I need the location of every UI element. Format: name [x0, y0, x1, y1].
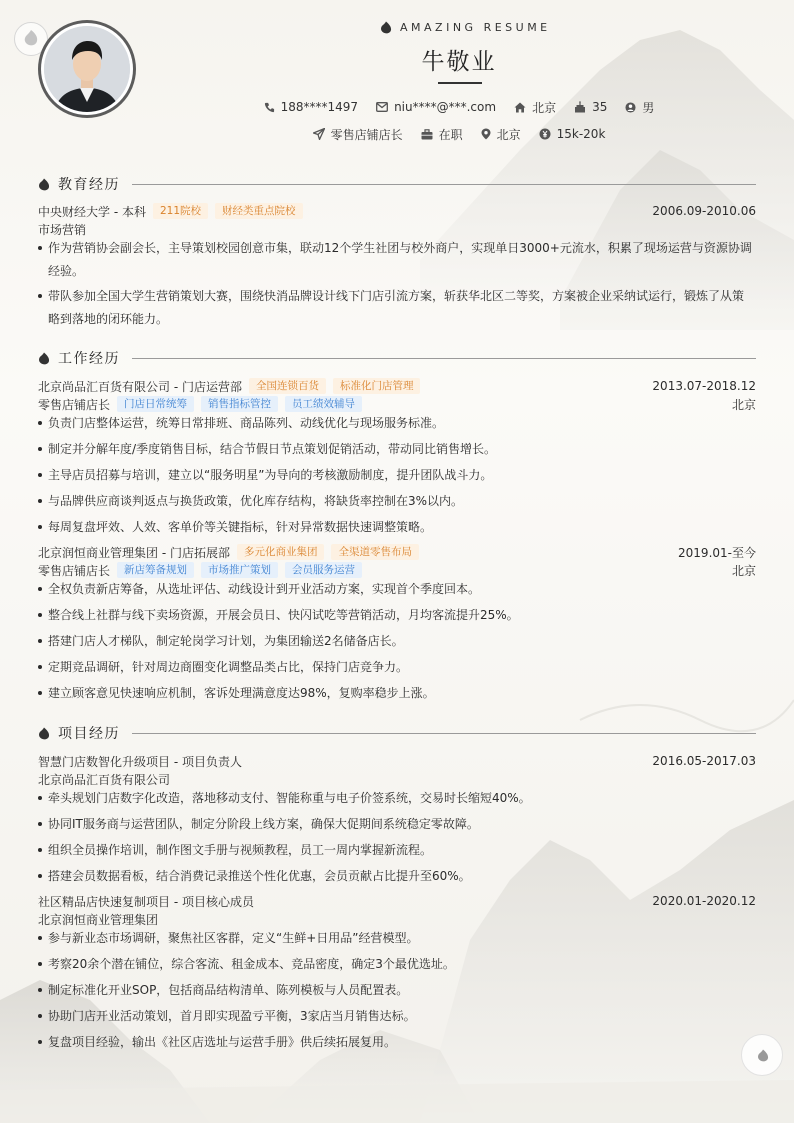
money-icon: [539, 128, 551, 140]
gender-item: 男: [625, 99, 654, 116]
education-section-header: [38, 174, 756, 194]
list-item: 搭建门店人才梯队，制定轮岗学习计划，为集团输送2名储备店长。: [38, 630, 756, 653]
school-tag: 211院校: [153, 203, 208, 219]
brand-header: [380, 19, 551, 35]
list-item: 复盘项目经验，输出《社区店选址与运营手册》供后续拓展复用。: [38, 1031, 756, 1054]
list-item: 考察20余个潜在铺位，综合客流、租金成本、竞品密度，确定3个最优选址。: [38, 953, 756, 976]
work-date: 2013.07-2018.12: [652, 379, 756, 393]
briefcase-icon: [421, 129, 433, 140]
school-tag: 财经类重点院校: [215, 203, 303, 219]
section-divider: [132, 184, 756, 185]
ink-drop-icon: [380, 21, 392, 34]
project-date: 2016.05-2017.03: [652, 754, 756, 768]
education-major-row: [38, 220, 756, 238]
section-divider: [132, 358, 756, 359]
list-item: 带队参加全国大学生营销策划大赛，围绕快消品牌设计线下门店引流方案，斩获华北区二等奖，方案被企业采纳试运行，锻炼了从策 略到落地的闭环能力。: [38, 285, 756, 331]
list-item: 搭建会员数据看板，结合消费记录推送个性化优惠，会员贡献占比提升至60%。: [38, 865, 756, 888]
salary-item: 15k-20k: [539, 127, 606, 141]
company-tag: 全渠道零售布局: [331, 544, 419, 560]
work-role-row: [38, 395, 756, 413]
role-tag: 新店筹备规划: [117, 562, 194, 578]
job-role: 零售店铺店长: [38, 563, 111, 578]
section-title: 项目经历: [58, 726, 120, 742]
list-item: 每周复盘坪效、人效、客单价等关键指标，针对异常数据快速调整策略。: [38, 516, 756, 539]
work-section-header: [38, 348, 756, 368]
email-icon: [376, 102, 388, 112]
role-tag: 销售指标管控: [201, 396, 278, 412]
list-item: 整合线上社群与线下卖场资源，开展会员日、快闪试吃等营销活动，月均客流提升25%。: [38, 604, 756, 627]
name-underline: [438, 82, 482, 84]
job-role: 零售店铺店长: [38, 397, 111, 412]
project-org-row: [38, 910, 756, 928]
project-org: 北京润恒商业管理集团: [38, 912, 159, 927]
role-tag: 市场推广策划: [201, 562, 278, 578]
contact-info-row: [0, 98, 794, 116]
candidate-name: 牛敬业: [421, 49, 497, 75]
status-item: 在职: [421, 126, 463, 143]
project-entry-header: [38, 752, 756, 770]
work-location: 北京: [731, 563, 756, 578]
section-divider: [132, 733, 756, 734]
work-date: 2019.01-至今: [678, 545, 756, 560]
section-title: 工作经历: [58, 351, 120, 367]
list-item: 协助门店开业活动策划，首月即实现盈亏平衡，3家店当月销售达标。: [38, 1005, 756, 1028]
list-item: 建立顾客意见快速响应机制，客诉处理满意度达98%，复购率稳步上涨。: [38, 682, 756, 705]
birthday-cake-icon: [574, 101, 586, 113]
education-date: 2006.09-2010.06: [652, 204, 756, 218]
ink-drop-icon: [38, 352, 50, 365]
project-entry-header: [38, 892, 756, 910]
email-item: niu****@***.com: [376, 100, 496, 114]
company-name: 北京润恒商业管理集团 - 门店拓展部: [38, 545, 230, 560]
user-icon: [625, 102, 636, 113]
role-tag: 会员服务运营: [285, 562, 362, 578]
brand-text: AMAZING RESUME: [400, 20, 551, 34]
list-item: 与品牌供应商谈判返点与换货政策，优化库存结构，将缺货率控制在3%以内。: [38, 490, 756, 513]
project-org: 北京尚品汇百货有限公司: [38, 772, 171, 787]
location-pin-icon: [481, 128, 491, 140]
role-tag: 员工绩效辅导: [285, 396, 362, 412]
list-item: 主导店员招募与培训，建立以“服务明星”为导向的考核激励制度，提升团队战斗力。: [38, 464, 756, 487]
job-intent-row: [0, 125, 794, 143]
section-title: 教育经历: [58, 177, 120, 193]
project-name: 智慧门店数智化升级项目 - 项目负责人: [38, 754, 242, 769]
list-item: 制定标准化开业SOP，包括商品结构清单、陈列模板与人员配置表。: [38, 979, 756, 1002]
company-name: 北京尚品汇百货有限公司 - 门店运营部: [38, 379, 242, 394]
target-city-item: 北京: [481, 126, 521, 143]
age-item: 35: [574, 100, 607, 114]
projects-section-header: [38, 723, 756, 743]
role-tag: 门店日常统筹: [117, 396, 194, 412]
company-tag: 标准化门店管理: [333, 378, 421, 394]
company-tag: 多元化商业集团: [237, 544, 325, 560]
work-entry-header: [38, 543, 756, 561]
ink-drop-icon: [38, 727, 50, 740]
project-org-row: [38, 770, 756, 788]
work-location: 北京: [731, 397, 756, 412]
list-item: 负责门店整体运营，统筹日常排班、商品陈列、动线优化与现场服务标准。: [38, 412, 756, 435]
school-name: 中央财经大学 - 本科: [38, 204, 146, 219]
list-item: 定期竞品调研，针对周边商圈变化调整品类占比，保持门店竞争力。: [38, 656, 756, 679]
list-item: 参与新业态市场调研，聚焦社区客群，定义“生鲜+日用品”经营模型。: [38, 927, 756, 950]
work-entry-header: [38, 377, 756, 395]
major: 市场营销: [38, 222, 87, 237]
ink-drop-icon: [38, 178, 50, 191]
education-entry-header: [38, 202, 756, 220]
company-tag: 全国连锁百货: [249, 378, 326, 394]
phone-item: 188****1497: [264, 100, 358, 114]
project-date: 2020.01-2020.12: [652, 894, 756, 908]
city-item: 北京: [514, 99, 556, 116]
target-role-item: 零售店铺店长: [313, 126, 403, 143]
work-role-row: [38, 561, 756, 579]
list-item: 组织全员操作培训，制作图文手册与视频教程，员工一周内掌握新流程。: [38, 839, 756, 862]
list-item: 作为营销协会副会长，主导策划校园创意市集，联动12个学生社团与校外商户，实现单日3000+元流水，积累了现场运营与资源协调 经验。: [38, 237, 756, 283]
project-name: 社区精品店快速复制项目 - 项目核心成员: [38, 894, 254, 909]
list-item: 全权负责新店筹备，从选址评估、动线设计到开业活动方案，实现首个季度回本。: [38, 578, 756, 601]
floating-action-button[interactable]: [741, 1034, 783, 1076]
phone-icon: [264, 102, 275, 113]
list-item: 制定并分解年度/季度销售目标，结合节假日节点策划促销活动，带动同比销售增长。: [38, 438, 756, 461]
home-icon: [514, 102, 526, 113]
send-icon: [313, 128, 325, 140]
list-item: 牵头规划门店数字化改造，落地移动支付、智能称重与电子价签系统，交易时长缩短40%。: [38, 787, 756, 810]
ink-drop-icon: [757, 1049, 769, 1062]
list-item: 协同IT服务商与运营团队，制定分阶段上线方案，确保大促期间系统稳定零故障。: [38, 813, 756, 836]
